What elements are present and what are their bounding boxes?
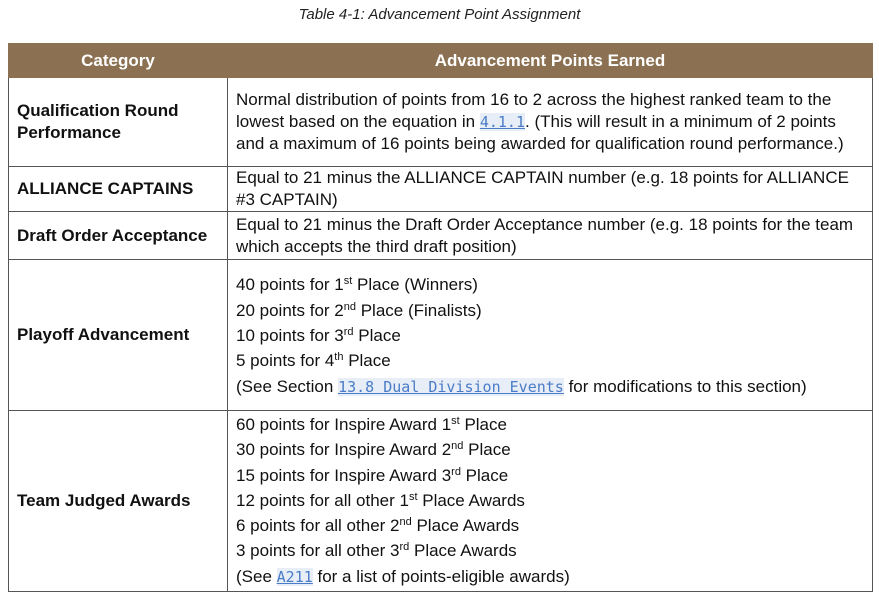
- desc-text: . (This will result in a minimum of 2 points and a maximum of 16 points being awarded for qualification round performance.): [236, 112, 844, 153]
- points-cell: [228, 78, 873, 167]
- awards-link[interactable]: A211: [276, 567, 313, 586]
- table-row: [9, 411, 873, 592]
- table-caption: Table 4-1: Advancement Point Assignment: [298, 6, 581, 23]
- points-line: 3 points for all other 3rd Place Awards: [236, 541, 517, 561]
- points-cell: [228, 411, 873, 592]
- points-line: 30 points for Inspire Award 2nd Place: [236, 440, 511, 460]
- desc-text: Normal distribution of points from 16 to 2 across the highest ranked team to the lowest based on the equation in: [236, 90, 832, 131]
- points-line: 5 points for 4th Place: [236, 351, 391, 371]
- points-line: 60 points for Inspire Award 1st Place: [236, 414, 507, 434]
- points-cell: Equal to 21 minus the Draft Order Acceptance number (e.g. 18 points for the team which accepts the third draft position): [228, 212, 873, 260]
- header-category: Category: [9, 44, 228, 78]
- points-cell: Equal to 21 minus the ALLIANCE CAPTAIN number (e.g. 18 points for ALLIANCE #3 CAPTAIN): [228, 167, 873, 212]
- header-points: Advancement Points Earned: [228, 44, 873, 78]
- header-row: [9, 44, 873, 78]
- points-line: 12 points for all other 1st Place Awards: [236, 490, 525, 510]
- table-row: [9, 212, 873, 260]
- points-line: 6 points for all other 2nd Place Awards: [236, 516, 520, 536]
- table-row: [9, 167, 873, 212]
- advancement-points-table: [8, 43, 873, 592]
- category-cell: ALLIANCE CAPTAINS: [9, 167, 228, 212]
- category-cell: Qualification Round Performance: [9, 78, 228, 167]
- points-line: 15 points for Inspire Award 3rd Place: [236, 465, 509, 485]
- points-line: 10 points for 3rd Place: [236, 326, 401, 345]
- category-cell: Team Judged Awards: [9, 411, 228, 592]
- section-link[interactable]: 13.8 Dual Division Events: [338, 377, 564, 396]
- points-cell: [228, 260, 873, 411]
- awards-note: (See A211 for a list of points-eligible awards): [236, 566, 570, 586]
- points-line: 20 points for 2nd Place (Finalists): [236, 300, 482, 320]
- table-row: [9, 260, 873, 411]
- section-note: (See Section 13.8 Dual Division Events for modifications to this section): [236, 376, 807, 396]
- rule-link[interactable]: 4.1.1: [479, 113, 525, 131]
- table-row: [9, 78, 873, 167]
- category-cell: Draft Order Acceptance: [9, 212, 228, 260]
- category-cell: Playoff Advancement: [9, 260, 228, 411]
- points-line: 40 points for 1st Place (Winners): [236, 275, 478, 295]
